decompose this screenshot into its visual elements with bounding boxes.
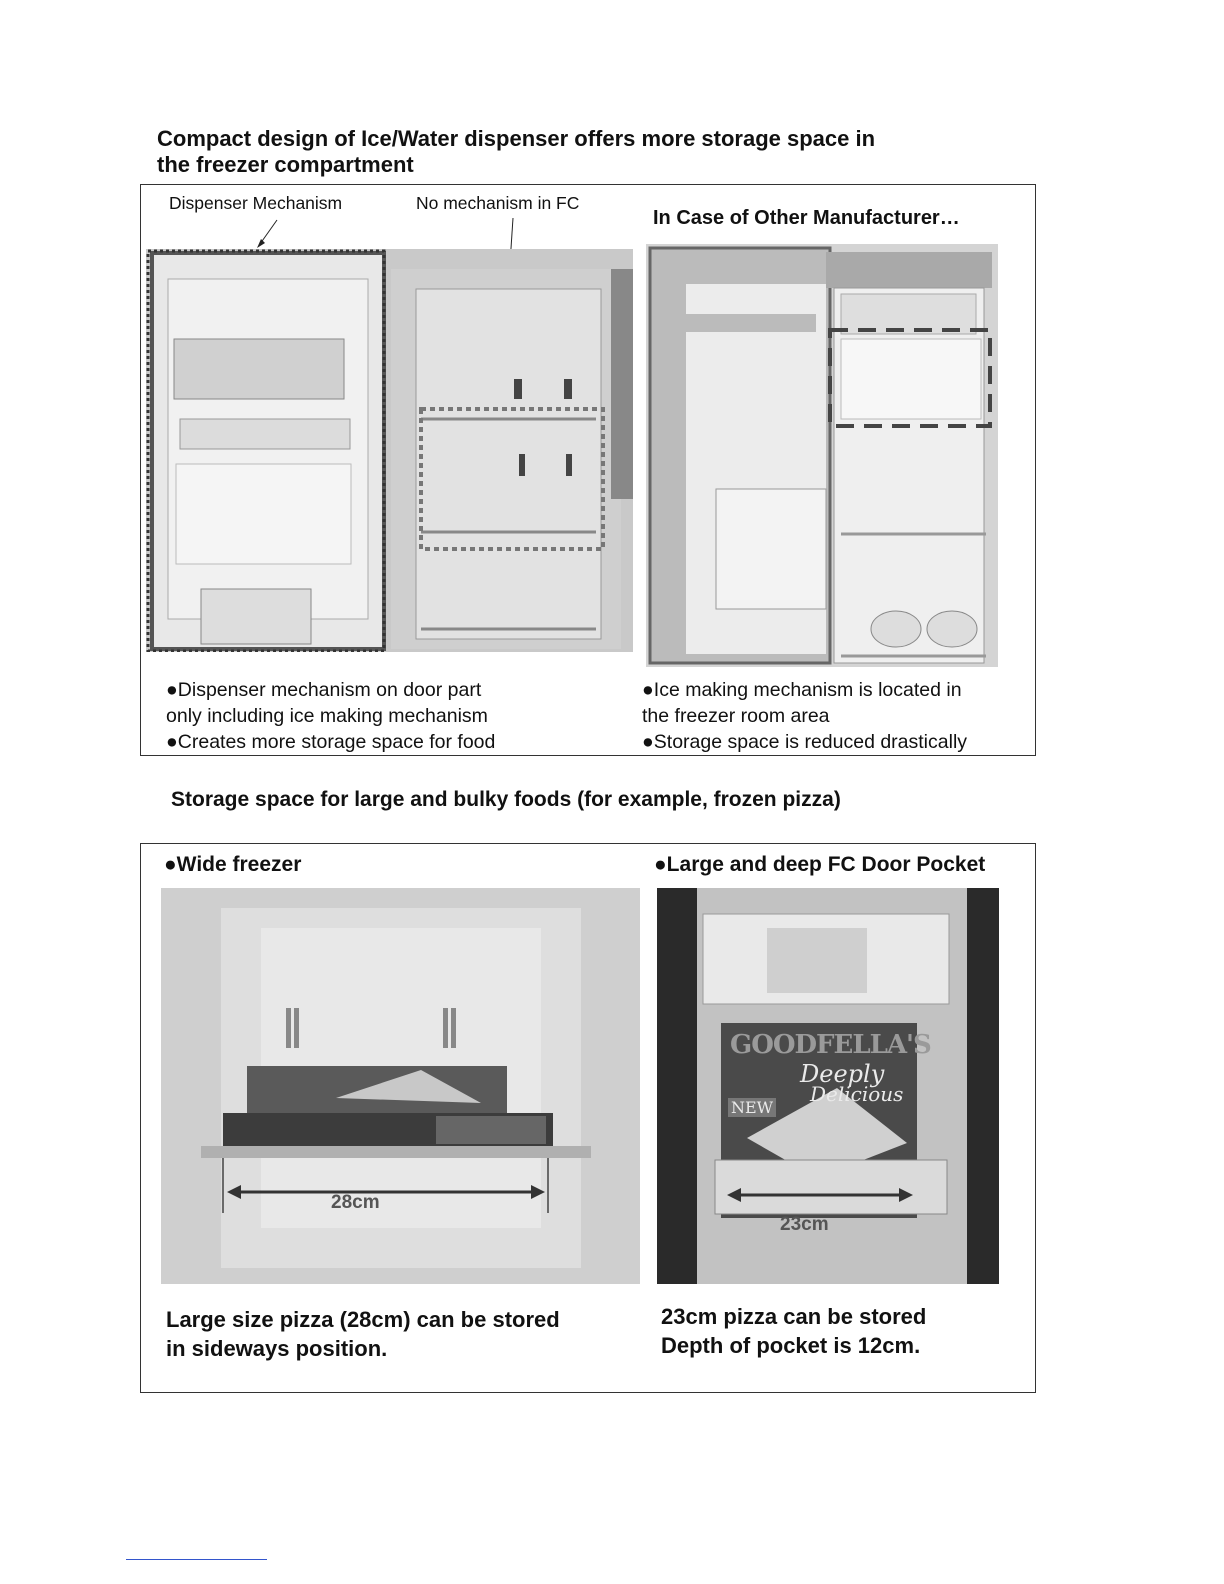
right-bullet-list xyxy=(642,677,967,755)
storage-section-title: Storage space for large and bulky foods (for example, frozen pizza) xyxy=(171,788,841,811)
no-mechanism-callout: No mechanism in FC xyxy=(416,193,580,213)
wide-freezer-heading: ●Wide freezer xyxy=(164,853,302,876)
dispenser-mechanism-callout: Dispenser Mechanism xyxy=(169,193,343,213)
wide-freezer-caption-line-1: Large size pizza (28cm) can be stored xyxy=(166,1307,560,1332)
section-title-line-1: Compact design of Ice/Water dispenser offers more storage space in xyxy=(157,126,876,151)
wide-freezer-measure-label: 28cm xyxy=(331,1192,380,1213)
left-bullet-1-cont: only including ice making mechanism xyxy=(166,705,488,727)
pizza-box-brand: GOODFELLA'S xyxy=(730,1030,931,1060)
pizza-box-line-2: Delicious xyxy=(810,1082,904,1106)
wide-freezer-caption-line-2: in sideways position. xyxy=(166,1336,388,1361)
other-manufacturer-heading: In Case of Other Manufacturer… xyxy=(653,207,960,229)
left-bullet-list xyxy=(166,677,495,755)
door-pocket-caption-line-1: 23cm pizza can be stored xyxy=(661,1304,927,1329)
left-bullet-2: ●Creates more storage space for food xyxy=(166,731,496,753)
door-pocket-caption xyxy=(661,1302,926,1360)
lg-freezer-photo xyxy=(146,249,633,652)
pizza-box-line-1: Deeply xyxy=(800,1060,885,1088)
wide-freezer-caption xyxy=(166,1305,560,1363)
wide-freezer-photo xyxy=(161,888,640,1284)
section-title xyxy=(157,126,1057,178)
section-title-line-2: the freezer compartment xyxy=(157,152,414,177)
left-bullet-1: ●Dispenser mechanism on door part xyxy=(166,679,482,701)
right-bullet-2: ●Storage space is reduced drastically xyxy=(642,731,968,753)
other-manufacturer-photo xyxy=(646,244,998,667)
right-bullet-1-cont: the freezer room area xyxy=(642,705,830,727)
pizza-box-badge: NEW xyxy=(728,1098,776,1117)
door-pocket-heading: ●Large and deep FC Door Pocket xyxy=(654,853,986,876)
door-pocket-caption-line-2: Depth of pocket is 12cm. xyxy=(661,1333,921,1358)
door-pocket-measure-label: 23cm xyxy=(780,1214,829,1235)
footer-rule xyxy=(126,1559,267,1560)
right-bullet-1: ●Ice making mechanism is located in xyxy=(642,679,962,701)
